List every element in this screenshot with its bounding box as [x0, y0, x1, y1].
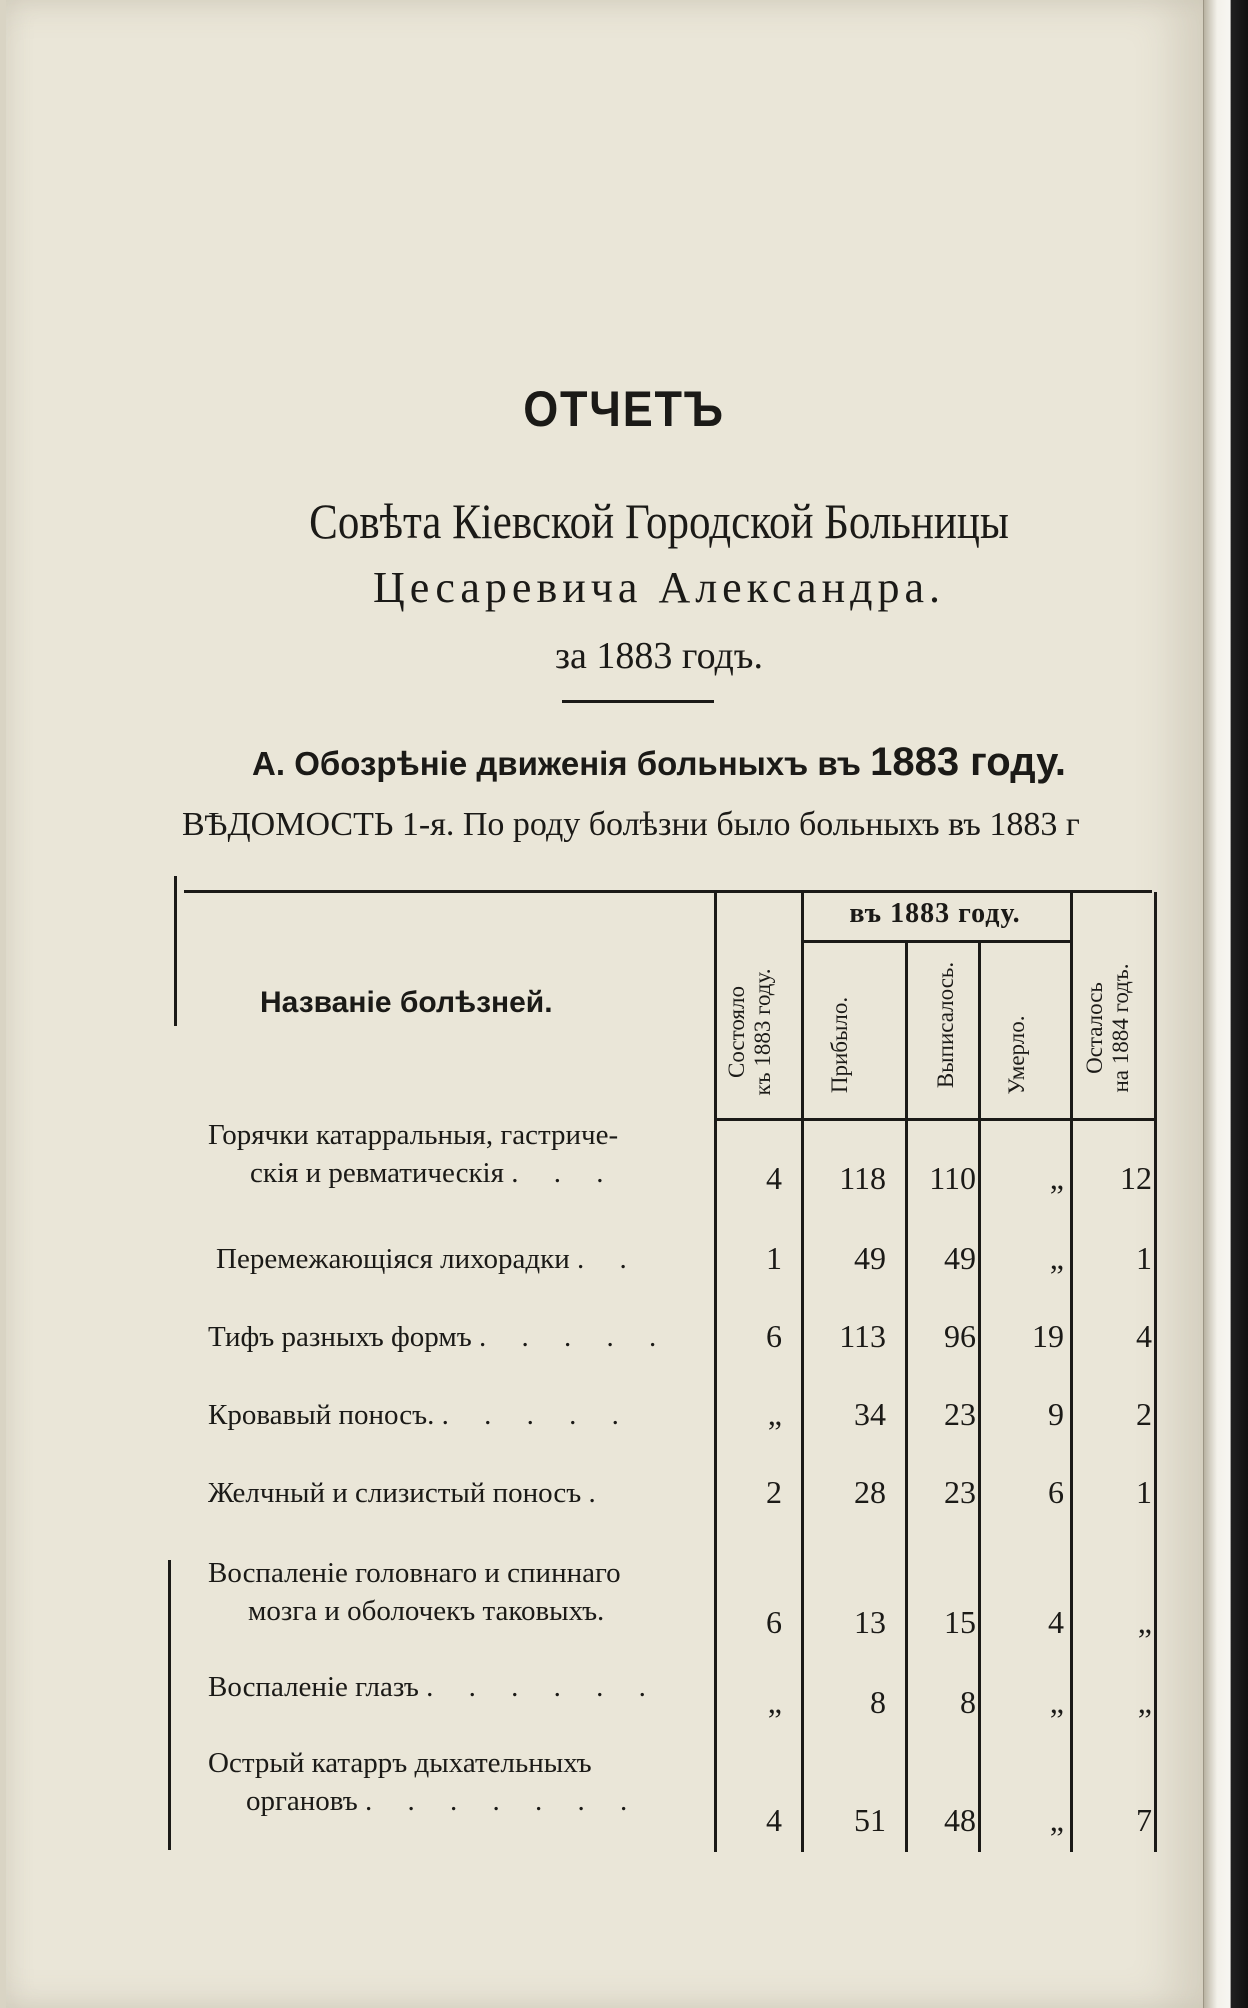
table-col-divider-1	[714, 892, 717, 1852]
table-cell-died: 19	[1032, 1318, 1064, 1354]
table-cell-discharged: 49	[944, 1240, 976, 1276]
table-cell-stood: 6	[766, 1604, 782, 1640]
council-line: Совѣта Кіевской Городской Больницы	[309, 493, 1009, 549]
table-cell-arrived: 118	[839, 1160, 886, 1196]
table-cell-discharged: 96	[944, 1318, 976, 1354]
section-heading	[0, 740, 1248, 785]
table-row-name: Перемежающіяся лихорадки . .	[216, 1243, 641, 1275]
table-cell-stood: 4	[766, 1802, 782, 1838]
table-right-border	[1154, 892, 1157, 1852]
section-heading-year: 1883 году.	[870, 740, 1066, 784]
table-cell-died: „	[1049, 1802, 1064, 1838]
disease-name-header: Названіе болѣзней.	[260, 986, 553, 1019]
table-cell-remained: „	[1137, 1684, 1152, 1720]
table-cell-remained: 7	[1136, 1802, 1152, 1838]
title-rule	[562, 700, 714, 703]
table-cell-died: 6	[1048, 1474, 1064, 1510]
table-row-name: Горячки катарральныя, гастриче- скія и ревматическія . . .	[208, 1119, 619, 1189]
table-row-name: Острый катарръ дыхательныхъ органовъ . . . . . . .	[208, 1747, 642, 1817]
table-cell-died: 9	[1048, 1396, 1064, 1432]
col-header-arrived: Прибыло.	[827, 996, 852, 1094]
table-cell-arrived: 49	[854, 1240, 886, 1276]
table-cell-discharged: 110	[929, 1160, 976, 1196]
table-cell-stood: 2	[766, 1474, 782, 1510]
table-cell-stood: 6	[766, 1318, 782, 1354]
table-cell-discharged: 23	[944, 1396, 976, 1432]
table-cell-discharged: 48	[944, 1802, 976, 1838]
group-header-rule	[802, 940, 1072, 943]
table-cell-stood: 1	[766, 1240, 782, 1276]
table-row-name: Тифъ разныхъ формъ . . . . .	[208, 1321, 671, 1353]
table-cell-stood: „	[767, 1396, 782, 1432]
table-cell-remained: 1	[1136, 1240, 1152, 1276]
table-col-divider-2	[801, 892, 804, 1852]
table-cell-remained: 12	[1120, 1160, 1152, 1196]
table-cell-arrived: 51	[854, 1802, 886, 1838]
book-edge	[1204, 0, 1248, 2008]
table-cell-arrived: 34	[854, 1396, 886, 1432]
table-top-rule	[184, 890, 1152, 893]
table-cell-discharged: 15	[944, 1604, 976, 1640]
table-cell-remained: 4	[1136, 1318, 1152, 1354]
table-row-name: Кровавый поносъ. . . . . .	[208, 1399, 633, 1431]
table-cell-remained: „	[1137, 1604, 1152, 1640]
report-title: ОТЧЕТЪ	[523, 381, 725, 437]
table-row-name: Желчный и слизистый поносъ .	[208, 1477, 610, 1509]
year-line: за 1883 годъ.	[555, 635, 763, 677]
table-cell-stood: 4	[766, 1160, 782, 1196]
table-cell-discharged: 23	[944, 1474, 976, 1510]
statement-line: ВѢДОМОСТЬ 1-я. По роду болѣзни было больныхъ въ 1883 г	[182, 806, 1080, 843]
table-col-divider-5	[1070, 892, 1073, 1852]
table-cell-died: „	[1049, 1684, 1064, 1720]
col-header-remained: Осталось на 1884 годъ.	[1082, 963, 1133, 1093]
table-cell-died: 4	[1048, 1604, 1064, 1640]
table-cell-died: „	[1049, 1160, 1064, 1196]
table-col-divider-4	[978, 942, 981, 1852]
year-group-header: въ 1883 году.	[849, 898, 1021, 929]
table-row-name: Воспаленіе глазъ . . . . . .	[208, 1671, 660, 1703]
table-cell-died: „	[1049, 1240, 1064, 1276]
table-cell-arrived: 28	[854, 1474, 886, 1510]
table-left-border-top	[174, 876, 177, 1026]
table-cell-remained: 2	[1136, 1396, 1152, 1432]
table-cell-arrived: 113	[839, 1318, 886, 1354]
table-cell-remained: 1	[1136, 1474, 1152, 1510]
table-cell-discharged: 8	[960, 1684, 976, 1720]
table-left-border-bottom	[168, 1560, 171, 1850]
col-header-died: Умерло.	[1004, 1015, 1029, 1095]
table-cell-arrived: 13	[854, 1604, 886, 1640]
section-heading-text: А. Обозрѣніе движенія больныхъ въ	[252, 745, 861, 782]
table-cell-arrived: 8	[870, 1684, 886, 1720]
hospital-name-line: Цесаревича Александра.	[372, 563, 946, 612]
table-row-name: Воспаленіе головнаго и спиннаго мозга и оболочекъ таковыхъ.	[208, 1557, 621, 1627]
col-header-discharged: Выписалось.	[933, 961, 958, 1089]
table-cell-stood: „	[767, 1684, 782, 1720]
col-header-stood: Состояло къ 1883 году.	[724, 968, 775, 1096]
